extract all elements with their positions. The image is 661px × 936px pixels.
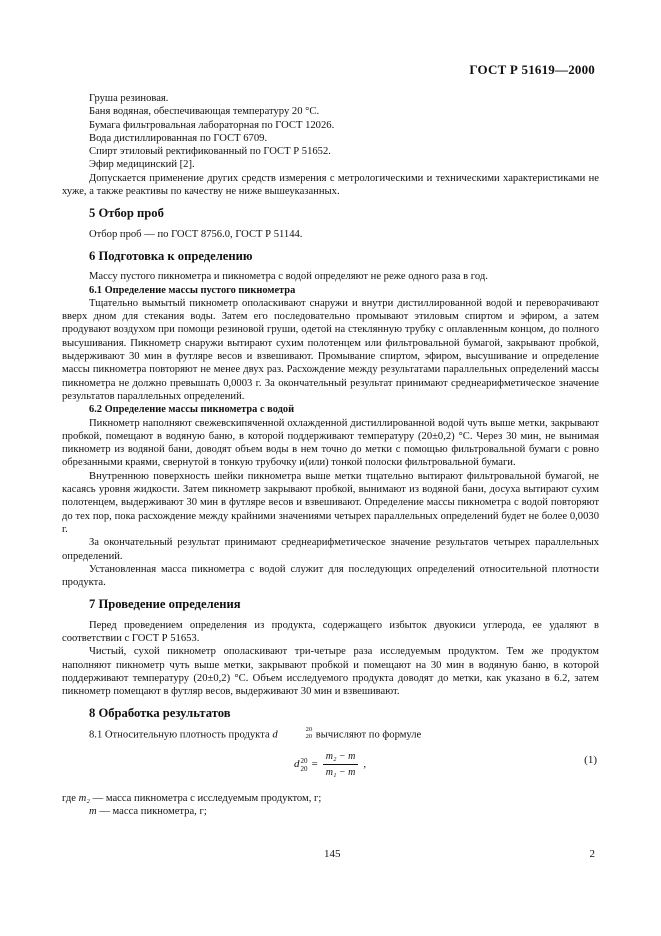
temp-subscript: 20	[305, 732, 313, 740]
section-5-heading: 5 Отбор проб	[89, 206, 164, 221]
where-text-1: — масса пикнометра с исследуемым продуктом, г;	[92, 792, 322, 804]
section-7-text-1: Перед проведением определения из продукта, содержащего избыток двуокиси углерода, ее удаляют в соответствии с ГОСТ Р 51653.	[62, 619, 599, 644]
density-temp-index	[279, 726, 313, 740]
section-6-intro: Массу пустого пикнометра и пикнометра с водой определяют не реже одного раза в год.	[89, 271, 488, 283]
section-6-2-text-2: Внутреннюю поверхность шейки пикнометра выше метки тщательно вытирают фильтровальной бумагой, не касаясь уровня жидкости. Затем пикнометр закрывают пробкой, вынимают из водяной бани, досуха вытирают сухим полотенцем, выдерживают 30 мин в футляре весов и взвешивают. Определение массы пикнометра с водой повторяют до тех пор, пока расхождение между крайними значениями четырех параллельных определений будет не более 0,0030 г.	[62, 470, 599, 535]
formula-numerator: m₂ − m	[323, 750, 359, 765]
section-6-2-text-1: Пикнометр наполняют свежевскипяченной охлажденной дистиллированной водой чуть выше метки, закрывают пробкой, помещают в водяную баню, в которой поддерживают температуру (20±0,2) °С. Через 30 мин, не вынимая пикнометр из водяной бани, доводят объем воды в нем точно до метки с помощью фильтровальной бумаги с ровно обрезанными краями, свернутой в тонкую трубочку и(или) тонкой полоски фильтровальной бумаги.	[62, 417, 599, 469]
where-line-1	[62, 792, 599, 805]
where-label: где	[62, 792, 76, 804]
section-6-2-heading: 6.2 Определение массы пикнометра с водой	[89, 404, 295, 416]
section-7-text-2: Чистый, сухой пикнометр ополаскивают три-четыре раза исследуемым продуктом. Тем же продуктом наполняют пикнометр чуть выше метки, закрывают пробкой и помещают на 30 мин в водяную баню, в которой поддерживают температуру (20±0,2) °С. Объем исследуемого продукта доводят до метки, как указано в 6.2, затем пикнометр помещают в футляр весов, выдерживают 30 мин и взвешивают.	[62, 646, 599, 698]
equipment-item: Эфир медицинский [2].	[89, 159, 195, 171]
temp-superscript: 20	[305, 725, 313, 733]
section-8-1-text	[62, 725, 599, 742]
formula-comma: ,	[363, 757, 367, 770]
section-5-text: Отбор проб — по ГОСТ 8756.0, ГОСТ Р 51144.	[89, 228, 303, 240]
formula-expression	[294, 750, 366, 780]
formula-temp-index	[301, 757, 308, 773]
formula-denominator: m₁ − m	[325, 767, 356, 779]
where-symbol-m2: m₂	[78, 792, 90, 804]
equipment-item: Груша резиновая.	[89, 93, 169, 104]
section-6-1-heading: 6.1 Определение массы пустого пикнометра	[89, 284, 296, 296]
formula-equals: =	[311, 757, 318, 770]
section-7-heading: 7 Проведение определения	[89, 597, 241, 612]
equipment-note: Допускается применение других средств измерения с метрологическими и техническими характеристиками не хуже, а также реактивы по качеству не ниже вышеуказанных.	[62, 172, 599, 198]
equipment-item: Баня водяная, обеспечивающая температуру 20 °С.	[89, 106, 320, 118]
section-8-heading: 8 Обработка результатов	[89, 706, 231, 721]
page-content	[62, 92, 599, 818]
formula-subscript: 20	[300, 764, 308, 773]
formula-superscript: 20	[300, 756, 308, 765]
formula-1	[62, 746, 599, 786]
formula-fraction	[323, 750, 359, 780]
section-8-1-pre: 8.1 Относительную плотность продукта	[89, 729, 270, 741]
section-6-1-text: Тщательно вымытый пикнометр ополаскивают снаружи и внутри дистиллированной водой и переворачивают вверх дном для стекания воды. Затем его последовательно промывают этиловым спиртом и эфиром, а затем продувают воздухом при помощи резиновой груши, одетой на стеклянную трубку с оплавленным концом, до полного высушивания. Пикнометр снаружи вытирают сухим полотенцем или фильтровальной бумагой, закрывают пробкой, выдерживают 30 мин в футляре весов и взвешивают. Промывание спиртом, эфиром, высушивание и определение массы пикнометра повторяют не менее двух раз. Расхождение между результатами параллельных определений массы пикнометра не должно превышать 0,0003 г. За окончательный результат принимают среднеарифметическое значение результатов параллельных определений.	[62, 297, 599, 402]
equipment-item: Спирт этиловый ректификованный по ГОСТ Р 51652.	[89, 146, 331, 158]
density-symbol: d	[272, 729, 278, 741]
page-corner-number: 2	[589, 848, 595, 860]
equation-number: (1)	[584, 753, 597, 766]
where-text-2: — масса пикнометра, г;	[99, 806, 207, 818]
section-6-2-text-4: Установленная масса пикнометра с водой служит для последующих определений относительной плотности продукта.	[62, 563, 599, 589]
section-6-2-text-3: За окончательный результат принимают среднеарифметическое значение результатов четырех параллельных определений.	[62, 537, 599, 562]
page-number: 145	[324, 848, 341, 860]
where-symbol-m: m	[89, 806, 97, 818]
formula-d: d	[294, 757, 300, 770]
where-line-2	[62, 805, 599, 818]
equipment-item: Бумага фильтровальная лабораторная по ГОСТ 12026.	[89, 119, 335, 131]
section-6-heading: 6 Подготовка к определению	[89, 248, 253, 263]
section-8-1-post: вычисляют по формуле	[315, 729, 422, 741]
document-header: ГОСТ Р 51619—2000	[469, 62, 595, 77]
equipment-item: Вода дистиллированная по ГОСТ 6709.	[89, 132, 268, 144]
